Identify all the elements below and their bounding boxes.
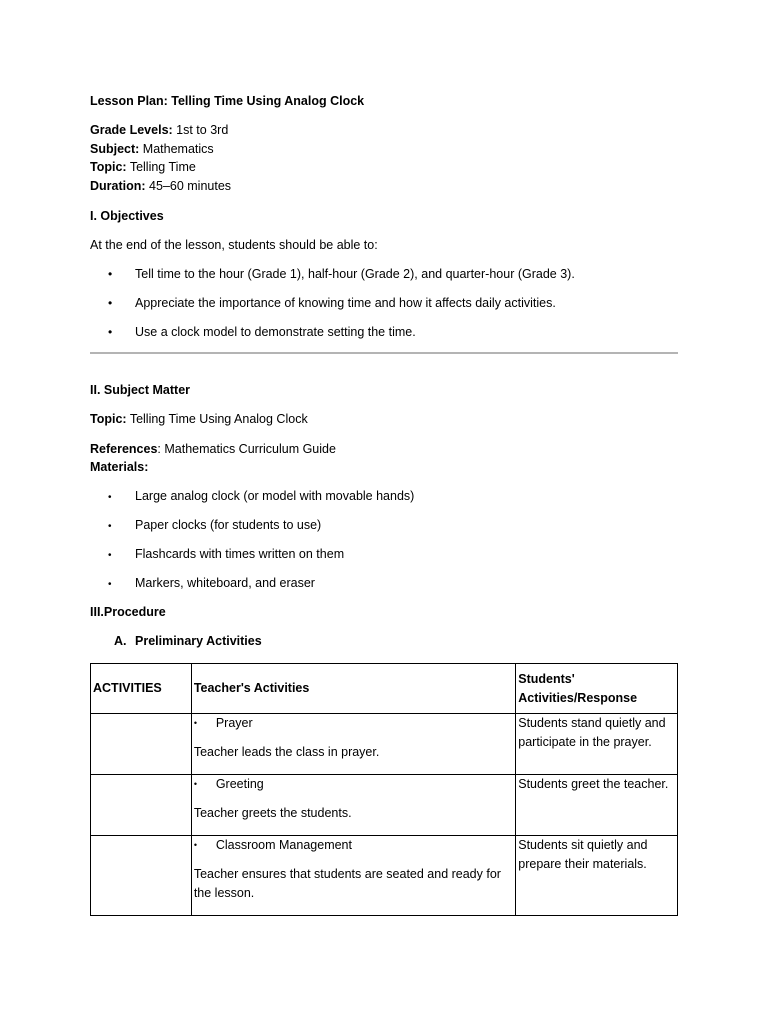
document-title: Lesson Plan: Telling Time Using Analog Clock	[90, 94, 365, 108]
cell-bullet-text: Greeting	[215, 777, 264, 791]
subject-value: Mathematics	[139, 142, 214, 156]
table-row	[91, 775, 678, 836]
bullet-icon: •	[108, 267, 113, 281]
material-item	[108, 547, 344, 561]
bullet-icon: •	[108, 325, 113, 339]
bullet-icon: •	[108, 579, 112, 590]
activity-cell	[91, 775, 192, 836]
material-text: Markers, whiteboard, and eraser	[135, 576, 315, 590]
objective-text: Tell time to the hour (Grade 1), half-hour (Grade 2), and quarter-hour (Grade 3).	[135, 267, 575, 281]
topic-line	[90, 160, 196, 174]
duration-label: Duration:	[90, 179, 146, 193]
procedure-heading: III.Procedure	[90, 605, 166, 619]
table-row	[91, 836, 678, 916]
teacher-cell	[191, 714, 515, 775]
student-cell: Students greet the teacher.	[516, 775, 678, 836]
bullet-icon: •	[193, 840, 197, 850]
duration-line	[90, 179, 231, 193]
activity-cell	[91, 714, 192, 775]
teacher-activity-text: Teacher ensures that students are seated and ready for the lesson.	[193, 867, 501, 900]
header-students-response: Students' Activities/Response	[516, 664, 678, 714]
objective-item	[108, 267, 575, 281]
material-text: Flashcards with times written on them	[135, 547, 345, 561]
references-line	[90, 442, 336, 456]
references-value: : Mathematics Curriculum Guide	[157, 442, 336, 456]
preliminary-activities-table	[90, 663, 678, 916]
references-label: References	[90, 442, 158, 456]
preliminary-activities-title: Preliminary Activities	[135, 634, 262, 648]
material-text: Large analog clock (or model with movable hands)	[135, 489, 415, 503]
topic-label: Topic:	[90, 160, 127, 174]
header-activities: ACTIVITIES	[91, 664, 192, 714]
table-row	[91, 714, 678, 775]
cell-bullet	[194, 714, 513, 733]
objective-item	[108, 296, 556, 310]
horizontal-rule	[90, 352, 678, 354]
activity-cell	[91, 836, 192, 916]
cell-bullet	[194, 836, 513, 855]
student-cell: Students sit quietly and prepare their materials.	[516, 836, 678, 916]
header-teacher-activities: Teacher's Activities	[191, 664, 515, 714]
materials-label: Materials:	[90, 460, 149, 474]
cell-bullet-text: Prayer	[215, 716, 253, 730]
teacher-cell	[191, 836, 515, 916]
bullet-icon: •	[108, 521, 112, 532]
grade-levels-value: 1st to 3rd	[172, 123, 229, 137]
subject-matter-heading: II. Subject Matter	[90, 383, 191, 397]
material-item	[108, 489, 414, 503]
bullet-icon: •	[108, 296, 113, 310]
teacher-activity-text: Teacher greets the students.	[193, 806, 352, 820]
material-text: Paper clocks (for students to use)	[135, 518, 322, 532]
bullet-icon: •	[193, 779, 197, 789]
student-cell: Students stand quietly and participate in the prayer.	[516, 714, 678, 775]
grade-levels-line	[90, 123, 228, 137]
objective-text: Appreciate the importance of knowing time and how it affects daily activities.	[135, 296, 556, 310]
sm-topic-value: Telling Time Using Analog Clock	[126, 412, 308, 426]
teacher-cell	[191, 775, 515, 836]
preliminary-activities-heading	[114, 634, 262, 648]
table-header-row	[91, 664, 678, 714]
subject-label: Subject:	[90, 142, 140, 156]
cell-bullet-text: Classroom Management	[215, 838, 352, 852]
bullet-icon: •	[108, 550, 112, 561]
objective-item	[108, 325, 416, 339]
cell-bullet	[194, 775, 513, 794]
bullet-icon: •	[108, 492, 112, 503]
teacher-activity-text: Teacher leads the class in prayer.	[193, 745, 380, 759]
objectives-intro: At the end of the lesson, students should be able to:	[90, 238, 378, 252]
subject-line	[90, 142, 214, 156]
material-item	[108, 518, 321, 532]
sm-topic-label: Topic:	[90, 412, 127, 426]
objectives-heading: I. Objectives	[90, 209, 164, 223]
material-item	[108, 576, 315, 590]
topic-value: Telling Time	[126, 160, 196, 174]
duration-value: 45–60 minutes	[145, 179, 232, 193]
bullet-icon: •	[193, 718, 197, 728]
sm-topic-line	[90, 412, 308, 426]
grade-levels-label: Grade Levels:	[90, 123, 173, 137]
objective-text: Use a clock model to demonstrate setting the time.	[135, 325, 416, 339]
list-marker: A.	[114, 634, 127, 648]
